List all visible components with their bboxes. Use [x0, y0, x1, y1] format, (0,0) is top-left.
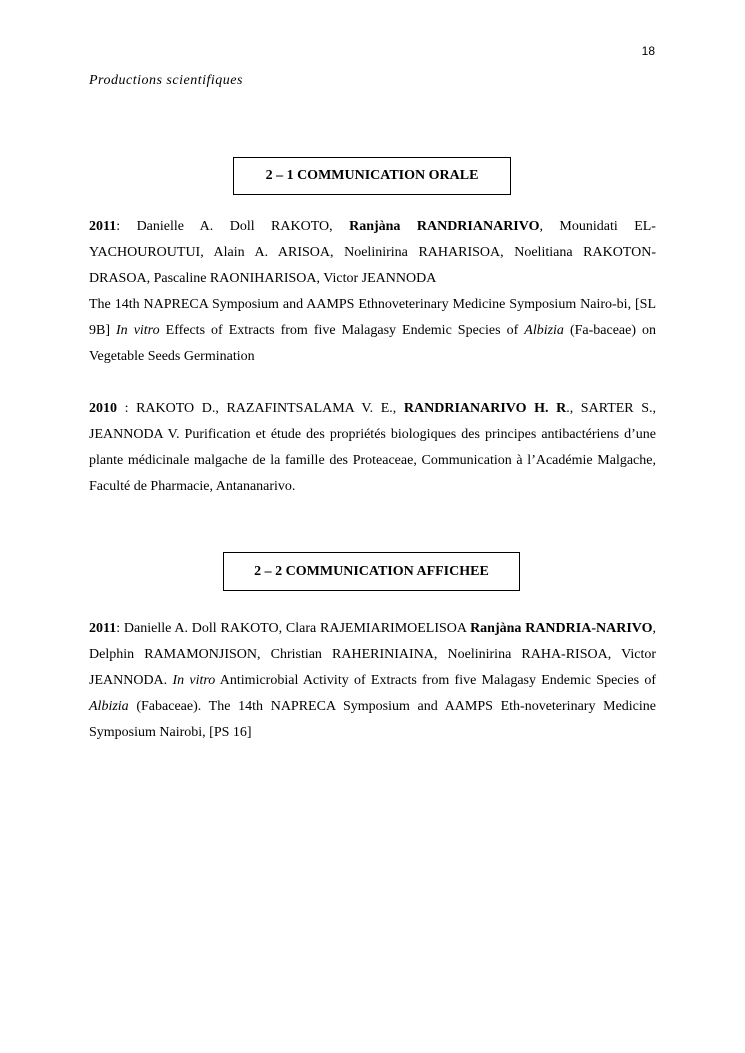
highlighted-author: Ranjàna RANDRIANARIVO	[349, 219, 540, 234]
publication-entry	[89, 396, 656, 500]
highlighted-author: Ranjàna RANDRIA-NARIVO	[470, 621, 653, 636]
page-number: 18	[641, 44, 655, 58]
entry-year: 2010	[89, 401, 117, 416]
entry-authors: 2011: Danielle A. Doll RAKOTO, Ranjàna RANDRIANARIVO, Mounidati EL-YACHOUROUTUI, Alain A. ARISOA, Noelinirina RAHARISOA, Noelitiana RAKOTON-DRASOA, Pascaline RAONIHARISOA, Victor JEANNODA	[89, 219, 656, 286]
entry-authors: 2011: Danielle A. Doll RAKOTO, Clara RAJEMIARIMOELISOA Ranjàna RANDRIA-NARIVO, Delphin RAMAMONJISON, Christian RAHERINIAINA, Noelinirina RAHA-RISOA, Victor JEANNODA. In vitro Antimicrobial Activity of Extracts from five Malagasy Endemic Species of Albizia (Fabaceae). The 14th NAPRECA Symposium and AAMPS Eth-noveterinary Medicine Symposium Nairobi, [PS 16]	[89, 621, 656, 740]
entry-year: 2011	[89, 219, 117, 234]
section-title-communication-orale: 2 – 1 COMMUNICATION ORALE	[233, 157, 511, 195]
entry-authors: 2010 : RAKOTO D., RAZAFINTSALAMA V. E., RANDRIANARIVO H. R., SARTER S., JEANNODA V. Purification et étude des propriétés biologiques des principes antibactériens d’une plante médicinale malgache de la famille des Proteaceae, Communication à l’Académie Malgache, Faculté de Pharmacie, Antananarivo.	[89, 401, 657, 494]
publication-entry	[89, 616, 656, 746]
entry-year: 2011	[89, 621, 117, 636]
highlighted-author: RANDRIANARIVO H. R	[403, 401, 567, 416]
running-header: Productions scientifiques	[89, 73, 243, 88]
section-title-communication-affichee: 2 – 2 COMMUNICATION AFFICHEE	[223, 552, 520, 591]
entry-title: The 14th NAPRECA Symposium and AAMPS Ethnoveterinary Medicine Symposium Nairo-bi, [SL 9B] In vitro Effects of Extracts from five Malagasy Endemic Species of Albizia (Fa-baceae) on Vegetable Seeds Germination	[89, 297, 657, 364]
publication-entry	[89, 214, 656, 370]
